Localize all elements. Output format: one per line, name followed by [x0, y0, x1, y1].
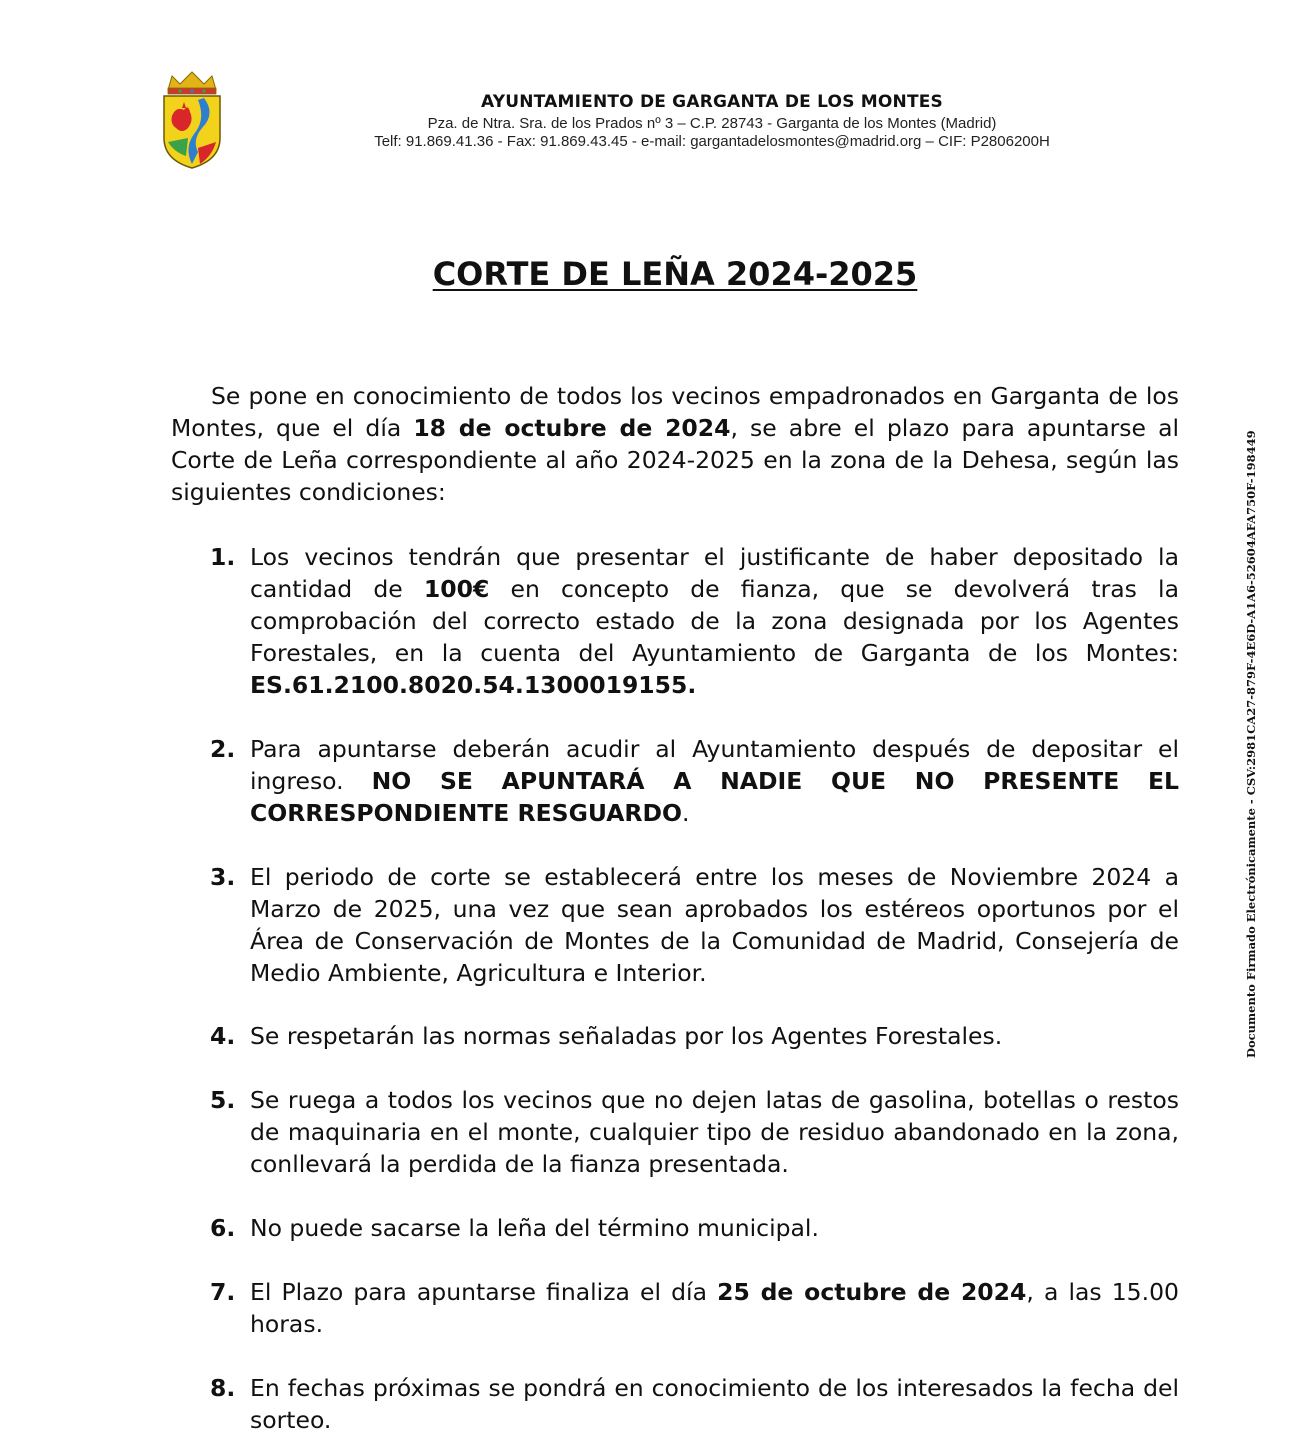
- municipal-crest-logo: [158, 68, 226, 172]
- item-text-part: .: [682, 799, 690, 827]
- condition-item-5: [210, 1084, 1179, 1180]
- item-number: 8.: [210, 1374, 236, 1402]
- condition-item-3: [210, 861, 1179, 989]
- condition-item-8: [210, 1372, 1179, 1436]
- item-number: 5.: [210, 1086, 236, 1114]
- item-text-part: , a las 15.00 horas.: [250, 1278, 1179, 1338]
- bank-account-number: ES.61.2100.8020.54.1300019155.: [250, 671, 697, 699]
- item-text: [250, 1276, 1179, 1340]
- condition-item-4: [210, 1020, 1179, 1052]
- item-text: [250, 733, 1179, 829]
- item-number: 3.: [210, 863, 236, 891]
- signature-csv: CSV:2981CA27-879F-4E6D-A1A6-52604AFA750F-198449: [1244, 430, 1258, 796]
- item-text-part: El Plazo para apuntarse finaliza el día: [250, 1278, 718, 1306]
- document-title: CORTE DE LEÑA 2024-2025: [432, 255, 918, 293]
- item-text: [250, 541, 1179, 701]
- item-text: En fechas próximas se pondrá en conocimiento de los interesados la fecha del sorteo.: [250, 1374, 1179, 1434]
- item-number: 7.: [210, 1278, 236, 1306]
- item-text-part: en concepto de fianza, que se devolverá tras la comprobación del correcto estado de la zona designada por los Agentes Forestales, en la cuenta del Ayuntamiento de Garganta de los Montes:: [250, 575, 1179, 667]
- intro-paragraph: [171, 380, 1179, 508]
- intro-text: Se pone en conocimiento de todos los vecinos empadronados en Garganta de los Montes, que el día: [171, 382, 1179, 442]
- item-text: No puede sacarse la leña del término municipal.: [250, 1214, 819, 1242]
- intro-text-end: , se abre el plazo para apuntarse al Corte de Leña correspondiente al año 2024-2025 en la zona de la Dehesa, según las siguientes condiciones:: [171, 414, 1180, 506]
- item-number: 2.: [210, 735, 236, 763]
- item-text: Se ruega a todos los vecinos que no dejen latas de gasolina, botellas o restos de maquinaria en el monte, cualquier tipo de residuo abandonado en la zona, conllevará la perdida de la fianza presentada.: [250, 1086, 1179, 1178]
- deadline-date: 25 de octubre de 2024: [717, 1278, 1027, 1306]
- item-text-part: Para apuntarse deberán acudir al Ayuntamiento después de depositar el ingreso.: [250, 735, 1179, 795]
- item-number: 4.: [210, 1022, 236, 1050]
- condition-item-7: [210, 1276, 1179, 1340]
- organization-contact: Telf: 91.869.41.36 - Fax: 91.869.43.45 - e-mail: gargantadelosmontes@madrid.org – CIF: P2806200H: [374, 133, 1050, 150]
- deposit-amount: 100€: [423, 575, 490, 603]
- organization-name: AYUNTAMIENTO DE GARGANTA DE LOS MONTES: [480, 92, 944, 112]
- signature-label: Documento Firmado Electrónicamente -: [1244, 795, 1258, 1058]
- item-text: El periodo de corte se establecerá entre los meses de Noviembre 2024 a Marzo de 2025, una vez que sean aprobados los estéreos oportunos por el Área de Conservación de Montes de la Comunidad de Madrid, Consejería de Medio Ambiente, Agricultura e Interior.: [250, 863, 1179, 987]
- item-text: Se respetarán las normas señaladas por los Agentes Forestales.: [250, 1022, 1003, 1050]
- item-number: 6.: [210, 1214, 236, 1242]
- organization-address: Pza. de Ntra. Sra. de los Prados nº 3 – C.P. 28743 - Garganta de los Montes (Madrid): [427, 115, 997, 132]
- condition-item-2: [210, 733, 1179, 829]
- electronic-signature-stamp: [1244, 430, 1264, 1058]
- letterhead: [262, 92, 1162, 150]
- condition-item-6: [210, 1212, 1179, 1244]
- warning-text: NO SE APUNTARÁ A NADIE QUE NO PRESENTE EL CORRESPONDIENTE RESGUARDO: [250, 767, 1180, 827]
- intro-date: 18 de octubre de 2024: [413, 414, 731, 442]
- condition-item-1: [210, 541, 1179, 701]
- item-number: 1.: [210, 543, 236, 571]
- item-text-part: Los vecinos tendrán que presentar el justificante de haber depositado la cantidad de: [250, 543, 1179, 603]
